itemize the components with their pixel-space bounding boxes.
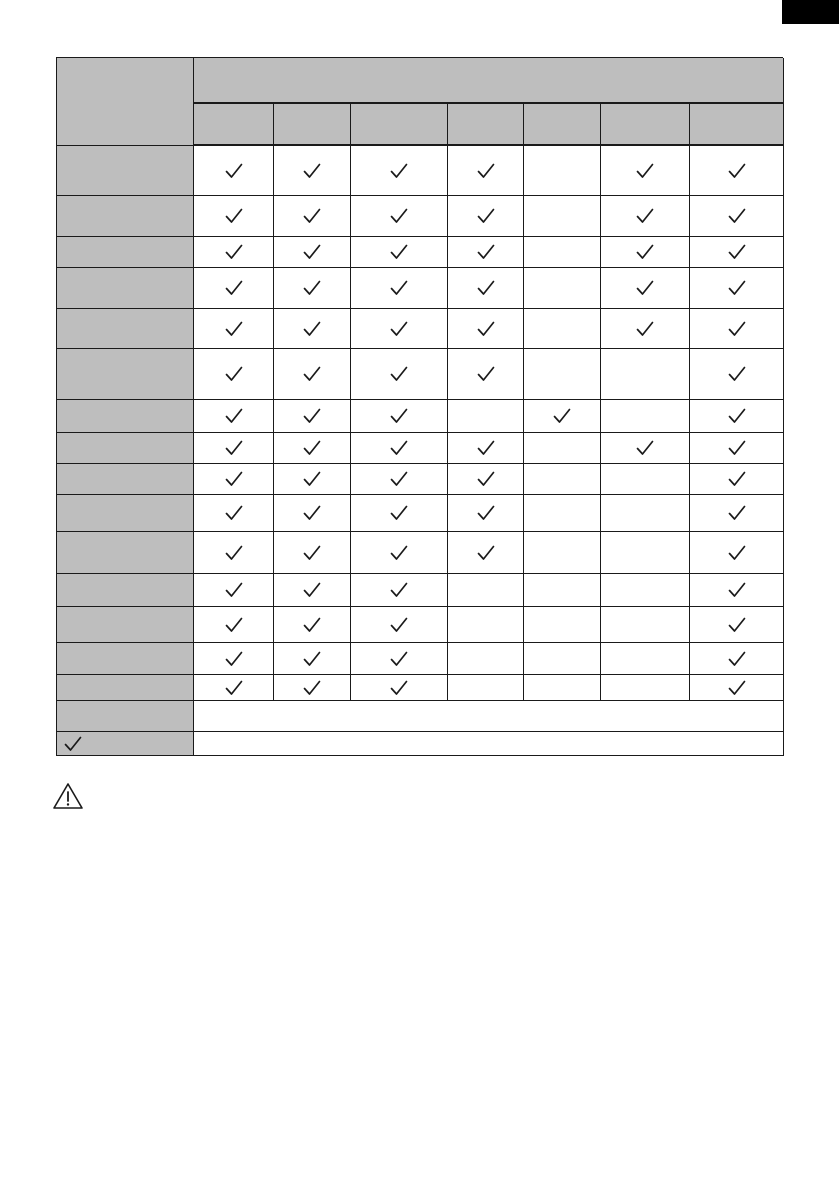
table-cell [351,196,448,237]
table-cell [690,196,784,237]
table-cell [194,349,274,400]
table-cell [601,196,690,237]
check-icon [303,504,321,522]
table-band-header [194,58,784,104]
table-cell [351,237,448,268]
page-tab-marker [782,0,839,24]
table-cell [351,675,448,701]
column-header [601,104,690,146]
table-cell [601,607,690,643]
table-cell [601,643,690,675]
table-cell [524,643,601,675]
legend-symbol-cell [57,732,194,756]
check-icon [303,279,321,297]
table-cell [690,237,784,268]
check-icon [636,320,654,338]
check-icon [636,243,654,261]
legend-text [194,732,784,756]
check-icon [225,470,243,488]
table-cell [524,309,601,349]
check-icon [477,320,495,338]
check-icon [225,581,243,599]
check-icon [477,544,495,562]
check-icon [728,439,746,457]
table-cell [690,607,784,643]
row-label [57,146,194,196]
table-cell [194,464,274,495]
check-icon [553,407,571,425]
table-cell [448,574,524,607]
table-cell [448,268,524,309]
table-cell [601,309,690,349]
table-cell [351,349,448,400]
table-cell [194,146,274,196]
check-icon [225,243,243,261]
check-icon [390,581,408,599]
table-cell [448,643,524,675]
check-icon [303,365,321,383]
check-icon [390,504,408,522]
row-label [57,196,194,237]
check-icon [477,504,495,522]
table-cell [524,532,601,574]
row-label [57,607,194,643]
table-cell [448,400,524,433]
check-icon [728,207,746,225]
check-icon [390,616,408,634]
check-icon [390,365,408,383]
table-cell [524,574,601,607]
check-icon [728,616,746,634]
table-corner-header [57,58,194,146]
table-cell [690,400,784,433]
row-label [57,495,194,532]
row-label [57,400,194,433]
table-cell [274,495,351,532]
table-cell [524,495,601,532]
column-header [448,104,524,146]
check-icon [303,439,321,457]
table-cell [351,574,448,607]
table-cell [351,464,448,495]
table-cell [524,146,601,196]
table-cell [690,532,784,574]
table-cell [601,532,690,574]
check-icon [390,407,408,425]
table-cell [601,146,690,196]
check-icon [636,279,654,297]
table-cell [601,433,690,464]
table-cell [524,349,601,400]
table-cell [194,196,274,237]
table-cell [274,237,351,268]
table-cell [448,146,524,196]
check-icon [728,470,746,488]
row-label [57,433,194,464]
check-icon [728,650,746,668]
check-icon [636,162,654,180]
check-icon [303,650,321,668]
check-icon [225,407,243,425]
table-cell [351,433,448,464]
table-cell [524,464,601,495]
table-cell [690,309,784,349]
check-icon [303,679,321,697]
table-cell [194,675,274,701]
check-icon [728,162,746,180]
row-label [57,574,194,607]
table-cell [448,675,524,701]
check-icon [390,243,408,261]
table-cell [690,574,784,607]
table-cell [448,607,524,643]
row-label [57,237,194,268]
table-cell [448,309,524,349]
table-cell [524,433,601,464]
column-header [274,104,351,146]
check-icon [225,439,243,457]
table-cell [448,495,524,532]
table-cell [524,237,601,268]
check-icon [303,243,321,261]
row-label [57,349,194,400]
check-icon [728,243,746,261]
warning-triangle-icon [52,782,84,810]
column-header [524,104,601,146]
table-cell [274,349,351,400]
table-cell [274,146,351,196]
table-cell [601,495,690,532]
check-icon [225,679,243,697]
check-icon [225,279,243,297]
check-icon [303,407,321,425]
table-cell [194,607,274,643]
row-label [57,464,194,495]
table-cell [601,268,690,309]
check-icon [303,470,321,488]
table-cell [274,532,351,574]
table-cell [274,196,351,237]
check-icon [728,679,746,697]
row-label [57,643,194,675]
table-cell [194,495,274,532]
check-icon [477,207,495,225]
table-cell [690,349,784,400]
table-cell [690,643,784,675]
table-cell [448,237,524,268]
table-cell [351,400,448,433]
check-icon [477,162,495,180]
table-cell [274,400,351,433]
table-cell [194,574,274,607]
table-cell [194,237,274,268]
table-cell [448,196,524,237]
table-cell [690,146,784,196]
table-cell [690,464,784,495]
check-icon [64,735,82,753]
check-icon [477,439,495,457]
check-icon [728,320,746,338]
table-cell [274,675,351,701]
check-icon [303,581,321,599]
check-icon [225,544,243,562]
check-icon [390,207,408,225]
check-icon [303,320,321,338]
table-cell [524,268,601,309]
column-header [194,104,274,146]
table-cell [274,309,351,349]
table-cell [524,400,601,433]
check-icon [390,679,408,697]
check-icon [390,279,408,297]
check-icon [390,544,408,562]
table-cell [690,433,784,464]
column-header [351,104,448,146]
table-cell [690,495,784,532]
table-cell [194,643,274,675]
check-icon [728,504,746,522]
table-cell [351,607,448,643]
table-cell [351,146,448,196]
check-icon [303,616,321,634]
check-icon [477,243,495,261]
row-label [57,532,194,574]
check-icon [390,320,408,338]
check-icon [728,407,746,425]
check-icon [728,581,746,599]
check-icon [477,365,495,383]
check-icon [636,439,654,457]
table-cell [274,268,351,309]
check-icon [303,207,321,225]
table-cell [194,433,274,464]
table-cell [351,495,448,532]
check-icon [728,544,746,562]
row-label [57,675,194,701]
check-icon [225,650,243,668]
table-cell [690,268,784,309]
table-cell [351,309,448,349]
column-header [690,104,784,146]
table-cell [601,349,690,400]
table-cell [448,464,524,495]
table-cell [351,268,448,309]
table-cell [274,464,351,495]
table-cell [448,532,524,574]
check-icon [477,470,495,488]
check-icon [303,544,321,562]
row-label [57,268,194,309]
check-icon [225,365,243,383]
check-icon [225,162,243,180]
legend-text [194,701,784,732]
table-cell [690,675,784,701]
table-cell [601,237,690,268]
check-icon [636,207,654,225]
check-icon [225,320,243,338]
table-cell [194,268,274,309]
table-cell [601,400,690,433]
table-cell [274,643,351,675]
table-cell [194,309,274,349]
table-cell [194,400,274,433]
check-icon [390,439,408,457]
legend-symbol-cell [57,701,194,732]
check-icon [728,279,746,297]
table-cell [274,607,351,643]
check-icon [225,504,243,522]
table-cell [601,574,690,607]
check-icon [728,365,746,383]
check-icon [390,470,408,488]
check-icon [477,279,495,297]
table-cell [351,643,448,675]
table-cell [448,349,524,400]
row-label [57,309,194,349]
compatibility-table [56,57,783,756]
check-icon [390,650,408,668]
table-cell [274,433,351,464]
table-cell [524,675,601,701]
table-cell [448,433,524,464]
table-cell [601,464,690,495]
table-cell [194,532,274,574]
table-cell [601,675,690,701]
table-cell [524,196,601,237]
table-cell [274,574,351,607]
check-icon [303,162,321,180]
table-cell [351,532,448,574]
table-cell [524,607,601,643]
check-icon [390,162,408,180]
check-icon [225,207,243,225]
check-icon [225,616,243,634]
